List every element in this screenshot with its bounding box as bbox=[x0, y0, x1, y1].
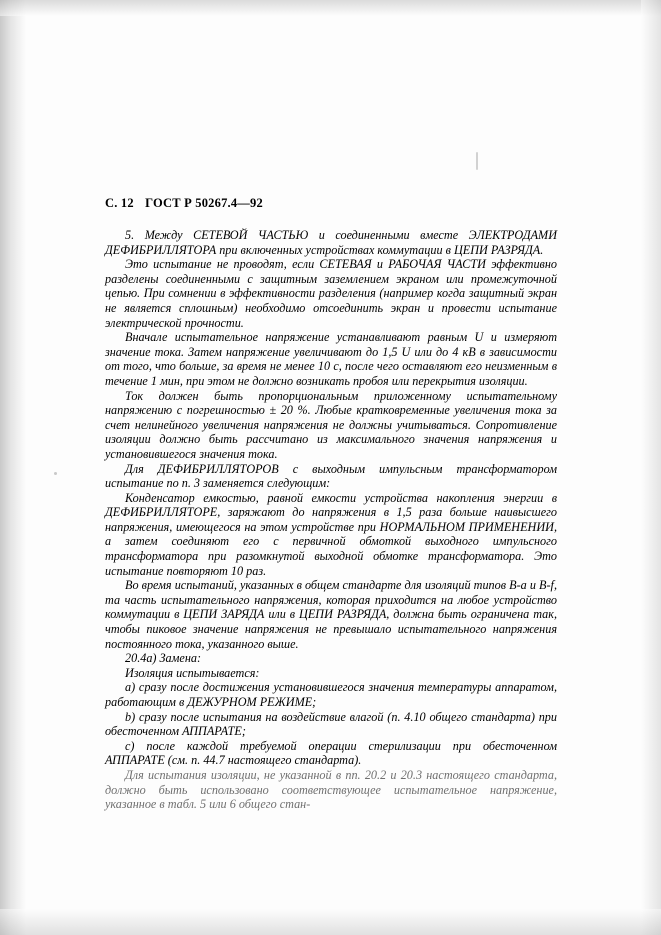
standard-designation: ГОСТ Р 50267.4—92 bbox=[145, 196, 263, 210]
paragraph-continuation-faded: Для испытания изоляции, не указанной в пп. 20.2 и 20.3 настоящего стандарта, должно быть использовано соответствующее испытательное напряжение, указанное в табл. 5 или 6 общего стан- bbox=[105, 767, 557, 812]
page-header bbox=[105, 196, 263, 211]
paragraph-test-exclusion: Это испытание не проводят, если СЕТЕВАЯ и РАБОЧАЯ ЧАСТИ эффективно разделены соединенными с защитным заземлением экраном или промежуточной цепью. При сомнении в эффективности разделения (например когда защитный экран не является сплошным) необходимо отсоединить экран и провести испытание электрической прочности. bbox=[105, 257, 557, 330]
paragraph-clause-20-4a: 20.4а) Замена: bbox=[125, 651, 202, 666]
paragraph-current-proportionality: Ток должен быть пропорциональным приложенному испытательному напряжению с погрешностью ± 20 %. Любые кратковременные увеличения тока за счет нелинейного увеличения напряжения не должны учитываться. Сопротивление изоляции должно быть рассчитано из максимального значения напряжения и установившегося значения тока. bbox=[105, 388, 557, 461]
page-edge-shadow-top bbox=[0, 0, 661, 16]
document-body bbox=[105, 228, 557, 812]
scan-speck bbox=[476, 152, 478, 170]
paragraph-item-b: b) сразу после испытания на воздействие влагой (п. 4.10 общего стандарта) при обесточенном АППАРАТЕ; bbox=[105, 709, 557, 739]
page-edge-shadow-left bbox=[0, 0, 26, 935]
paragraph-item-c: с) после каждой требуемой операции стерилизации при обесточенном АППАРАТЕ (см. п. 44.7 настоящего стандарта). bbox=[105, 738, 557, 768]
page-edge-shadow-bottom bbox=[0, 909, 661, 935]
paragraph-defibrillator-transformer: Для ДЕФИБРИЛЛЯТОРОВ с выходным импульсным трансформатором испытание по п. 3 заменяется следующим: bbox=[105, 461, 557, 491]
paragraph-isolation-tested: Изоляция испытывается: bbox=[125, 665, 260, 680]
scan-speck bbox=[54, 472, 57, 475]
paragraph-during-tests: Во время испытаний, указанных в общем стандарте для изоляций типов В-а и В-f, та часть испытательного напряжения, которая приходится на любое устройство коммутации в ЦЕПИ ЗАРЯДА или в ЦЕПИ РАЗРЯДА, должна быть ограничена так, чтобы пиковое значение напряжения не превышало испытательного напряжения постоянного тока, указанного выше. bbox=[105, 578, 557, 651]
paragraph-clause-5: 5. Между СЕТЕВОЙ ЧАСТЬЮ и соединенными вместе ЭЛЕКТРОДАМИ ДЕФИБРИЛЛЯТОРА при включенных устройствах коммутации в ЦЕПИ РАЗРЯДА. bbox=[105, 228, 557, 257]
page-edge-shadow-right bbox=[641, 0, 661, 935]
paragraph-capacitor-test: Конденсатор емкостью, равной емкости устройства накопления энергии в ДЕФИБРИЛЛЯТОРЕ, заряжают до напряжения в 1,5 раза больше наивысшего напряжения, имеющегося на этом устройстве при НОРМАЛЬНОМ ПРИМЕНЕНИИ, а затем соединяют его с первичной обмоткой выходного импульсного трансформатора при разомкнутой выходной обмотке трансформатора. Это испытание повторяют 10 раз. bbox=[105, 490, 557, 578]
paragraph-item-a: а) сразу после достижения установившегося значения температуры аппаратом, работающим в ДЕЖУРНОМ РЕЖИМЕ; bbox=[105, 680, 557, 709]
page-number: С. 12 bbox=[105, 196, 134, 210]
paragraph-test-voltage: Вначале испытательное напряжение устанавливают равным U и измеряют значение тока. Затем напряжение увеличивают до 1,5 U или до 4 кВ в зависимости от того, что больше, за время не менее 10 с, после чего оставляют его неизменным в течение 1 мин, при этом не должно возникать пробоя или перекрытия изоляции. bbox=[105, 330, 557, 388]
